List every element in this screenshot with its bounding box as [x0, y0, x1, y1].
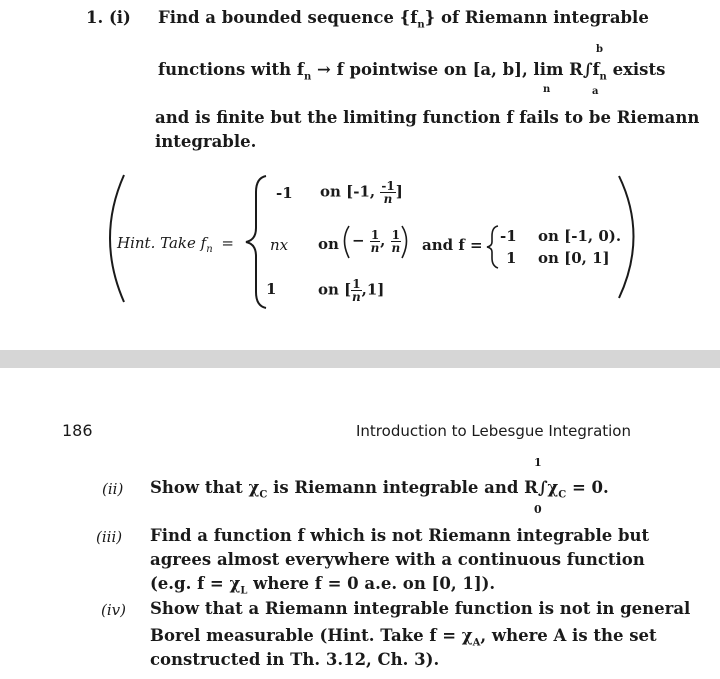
case3-domain [318, 278, 384, 303]
problem-line-1-sub: n [417, 19, 425, 31]
item-ii-text-mid: is Riemann integrable and R∫χ [267, 478, 559, 497]
problem-line-2-sub2: n [599, 71, 607, 83]
case1-frac-num: -1 [381, 179, 395, 193]
case2-frac-num-b: 1 [391, 228, 400, 242]
item-iv-line-2 [150, 626, 657, 648]
problem-line-2-mid: → f pointwise on [a, b], lim R∫f [311, 60, 600, 79]
case1-domain-text: on [-1, [320, 182, 376, 201]
integral-upper-limit: b [596, 44, 603, 55]
page-number: 186 [62, 421, 93, 440]
item-ii-int-lower: 0 [534, 503, 542, 516]
problem-line-2-end: exists [606, 60, 666, 79]
and-f-label: and f = [422, 236, 483, 254]
item-iv-line-1: Show that a Riemann integrable function is not in general [150, 599, 691, 618]
case2-frac-den-a: n [370, 241, 380, 255]
f-cases-brace [487, 226, 498, 268]
problem-line-2-start: functions with f [158, 60, 304, 79]
case1-fraction [380, 180, 395, 205]
item-ii-label: (ii) [102, 480, 124, 498]
case3-close: ,1] [361, 280, 385, 299]
case2-domain: on [318, 235, 339, 253]
problem-number: 1. (i) [86, 8, 131, 27]
case1-domain [320, 180, 403, 205]
case2-interval [352, 229, 401, 254]
case3-domain-text: on [ [318, 280, 352, 299]
running-header: Introduction to Lebesgue Integration [356, 422, 631, 440]
case2-fraction-b [391, 229, 401, 254]
item-iv-label: (iv) [101, 601, 126, 619]
hint-right-paren [619, 176, 634, 298]
f-case1-value: -1 [500, 227, 517, 245]
bottom-page [0, 368, 720, 679]
item-iii-line-3 [150, 574, 495, 596]
fn-cases-brace [246, 176, 266, 308]
item-ii-text [150, 478, 609, 500]
item-iv-line-2-start: Borel measurable (Hint. Take f = χ [150, 626, 473, 645]
item-iv-line-2-sub: A [472, 637, 481, 649]
case2-right-paren [402, 226, 407, 258]
hint-label [117, 234, 234, 255]
f-case2-domain: on [0, 1] [538, 249, 610, 267]
problem-line-1-start: Find a bounded sequence {f [158, 8, 418, 27]
case3-frac-den: n [352, 290, 361, 304]
item-iii-label: (iii) [96, 528, 123, 546]
case3-frac-num: 1 [352, 277, 361, 291]
item-iii-line-3-start: (e.g. f = χ [150, 574, 241, 593]
item-ii-sub2: C [558, 489, 567, 501]
item-iii-line-2: agrees almost everywhere with a continuous function [150, 550, 645, 569]
item-ii-text-end: = 0. [566, 478, 609, 497]
hint-label-sub: n [206, 244, 213, 255]
page-gap [0, 350, 720, 368]
limit-subscript: n [543, 84, 551, 95]
problem-line-4: integrable. [155, 132, 257, 151]
case2-frac-num-a: 1 [370, 228, 380, 242]
case2-minus: − [352, 231, 365, 250]
item-ii-int-upper: 1 [534, 456, 542, 469]
case1-frac-den: n [383, 192, 393, 206]
item-iv-line-2-end: , where A is the set [480, 626, 657, 645]
item-iii-line-3-sub: L [240, 585, 248, 597]
case3-value: 1 [266, 280, 277, 298]
case1-value: -1 [276, 184, 293, 202]
hint-equals: = [221, 234, 234, 252]
item-ii-sub: C [259, 489, 268, 501]
item-iii-line-3-end: where f = 0 a.e. on [0, 1]). [247, 574, 496, 593]
integral-lower-limit: a [592, 86, 599, 97]
case3-fraction [351, 278, 361, 303]
case2-comma: , [380, 231, 386, 250]
problem-line-1-end: } of Riemann integrable [424, 8, 649, 27]
case1-close: ] [395, 182, 403, 201]
case2-value: nx [270, 236, 289, 254]
hint-label-text: Hint. Take f [117, 234, 207, 252]
item-ii-text-start: Show that χ [150, 478, 260, 497]
problem-line-2-sub: n [304, 71, 312, 83]
f-case2-value: 1 [506, 249, 517, 267]
case2-fraction-a [370, 229, 380, 254]
case2-frac-den-b: n [391, 241, 401, 255]
f-case1-domain: on [-1, 0). [538, 227, 622, 245]
item-iv-line-3: constructed in Th. 3.12, Ch. 3). [150, 650, 440, 669]
case2-left-paren [345, 226, 350, 258]
problem-line-3: and is finite but the limiting function f fails to be Riemann [155, 108, 700, 127]
item-iii-line-1: Find a function f which is not Riemann integrable but [150, 526, 650, 545]
